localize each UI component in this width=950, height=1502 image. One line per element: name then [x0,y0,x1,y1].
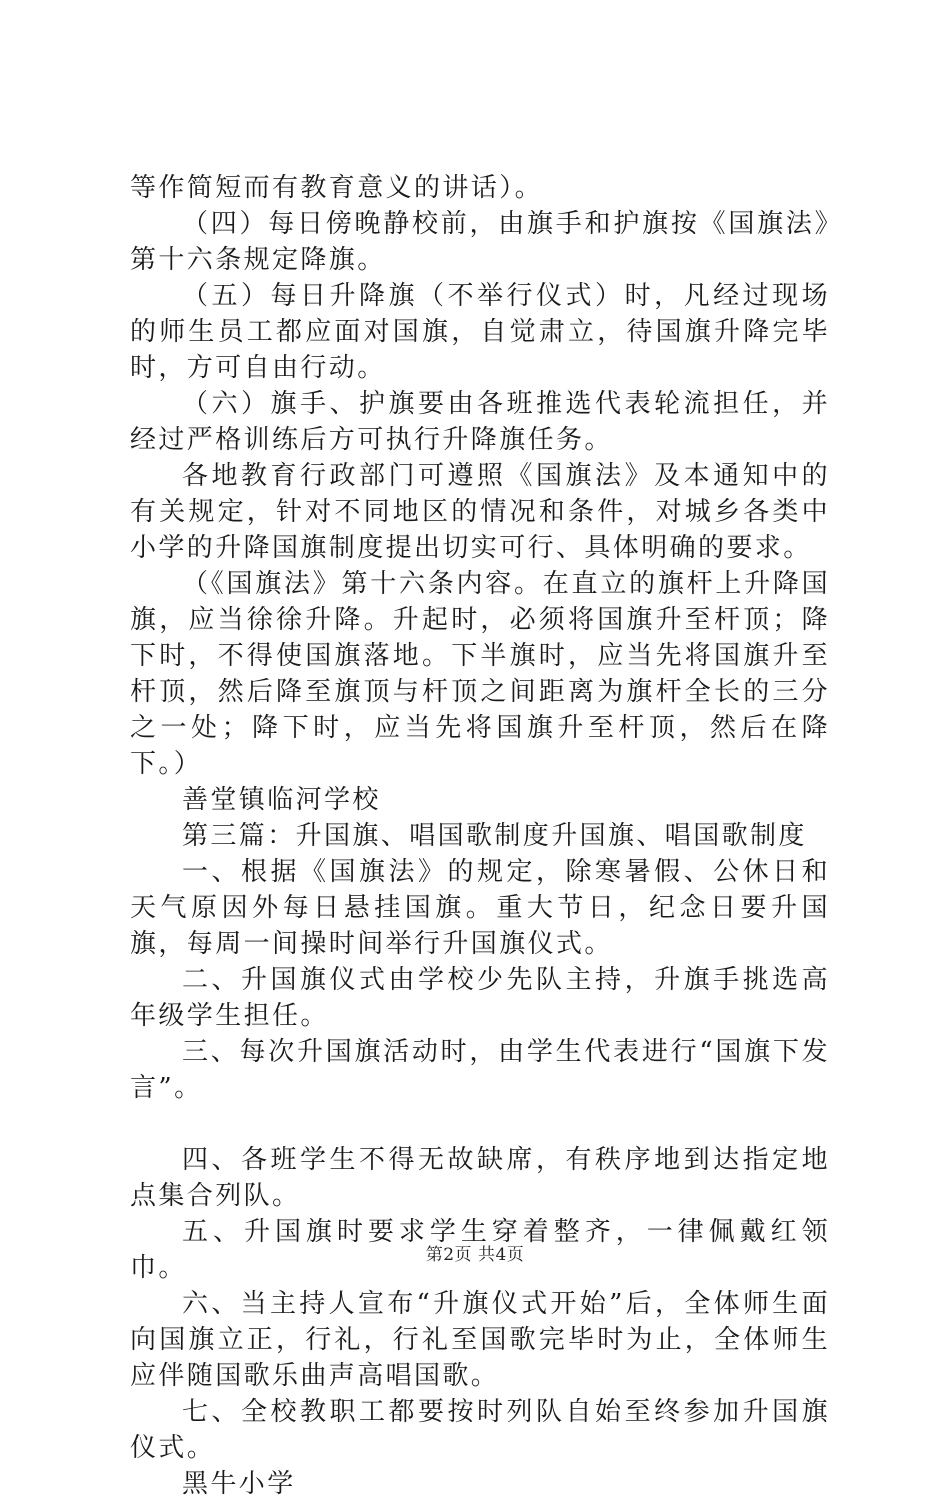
paragraph: 六、当主持人宣布“升旗仪式开始”后，全体师生面向国旗立正，行礼，行礼至国歌完毕时为止，全体师生应伴随国歌乐曲声高唱国歌。 [130,1289,830,1391]
paragraph: 四、各班学生不得无故缺席，有秩序地到达指定地点集合列队。 [130,1145,830,1211]
paragraph: 等作简短而有教育意义的讲话）。 [130,173,544,203]
paragraph: （六）旗手、护旗要由各班推选代表轮流担任，并经过严格训练后方可执行升降旗任务。 [130,389,830,455]
signature-line: 黑牛小学 [182,1469,296,1499]
paragraph: 五、升国旗时要求学生穿着整齐，一律佩戴红领巾。 [130,1217,830,1283]
paragraph: （五）每日升降旗（不举行仪式）时，凡经过现场的师生员工都应面对国旗，自觉肃立，待国旗升降完毕时，方可自由行动。 [130,281,830,383]
signature-line: 善堂镇临河学校 [182,785,381,815]
paragraph: （四）每日傍晚静校前，由旗手和护旗按《国旗法》第十六条规定降旗。 [130,209,830,275]
paragraph: 二、升国旗仪式由学校少先队主持，升旗手挑选高年级学生担任。 [130,965,830,1031]
paragraph: 一、根据《国旗法》的规定，除寒暑假、公休日和天气原因外每日悬挂国旗。重大节日，纪念日要升国旗，每周一间操时间举行升国旗仪式。 [130,857,830,959]
paragraph: 三、每次升国旗活动时，由学生代表进行“国旗下发言”。 [130,1037,830,1103]
section-heading: 第三篇：升国旗、唱国歌制度升国旗、唱国歌制度 [182,821,807,851]
paragraph: 七、全校教职工都要按时列队自始至终参加升国旗仪式。 [130,1397,830,1463]
paragraph: 各地教育行政部门可遵照《国旗法》及本通知中的有关规定，针对不同地区的情况和条件，对城乡各类中小学的升降国旗制度提出切实可行、具体明确的要求。 [130,461,830,563]
paragraph: （《国旗法》第十六条内容。在直立的旗杆上升降国旗，应当徐徐升降。升起时，必须将国旗升至杆顶；降下时，不得使国旗落地。下半旗时，应当先将国旗升至杆顶，然后降至旗顶与杆顶之间距离为旗杆全长的三分之一处；降下时，应当先将国旗升至杆顶，然后在降下。） [130,569,830,779]
document-body [130,170,830,1502]
page-number-footer: 第2页 共4页 [425,1245,525,1265]
